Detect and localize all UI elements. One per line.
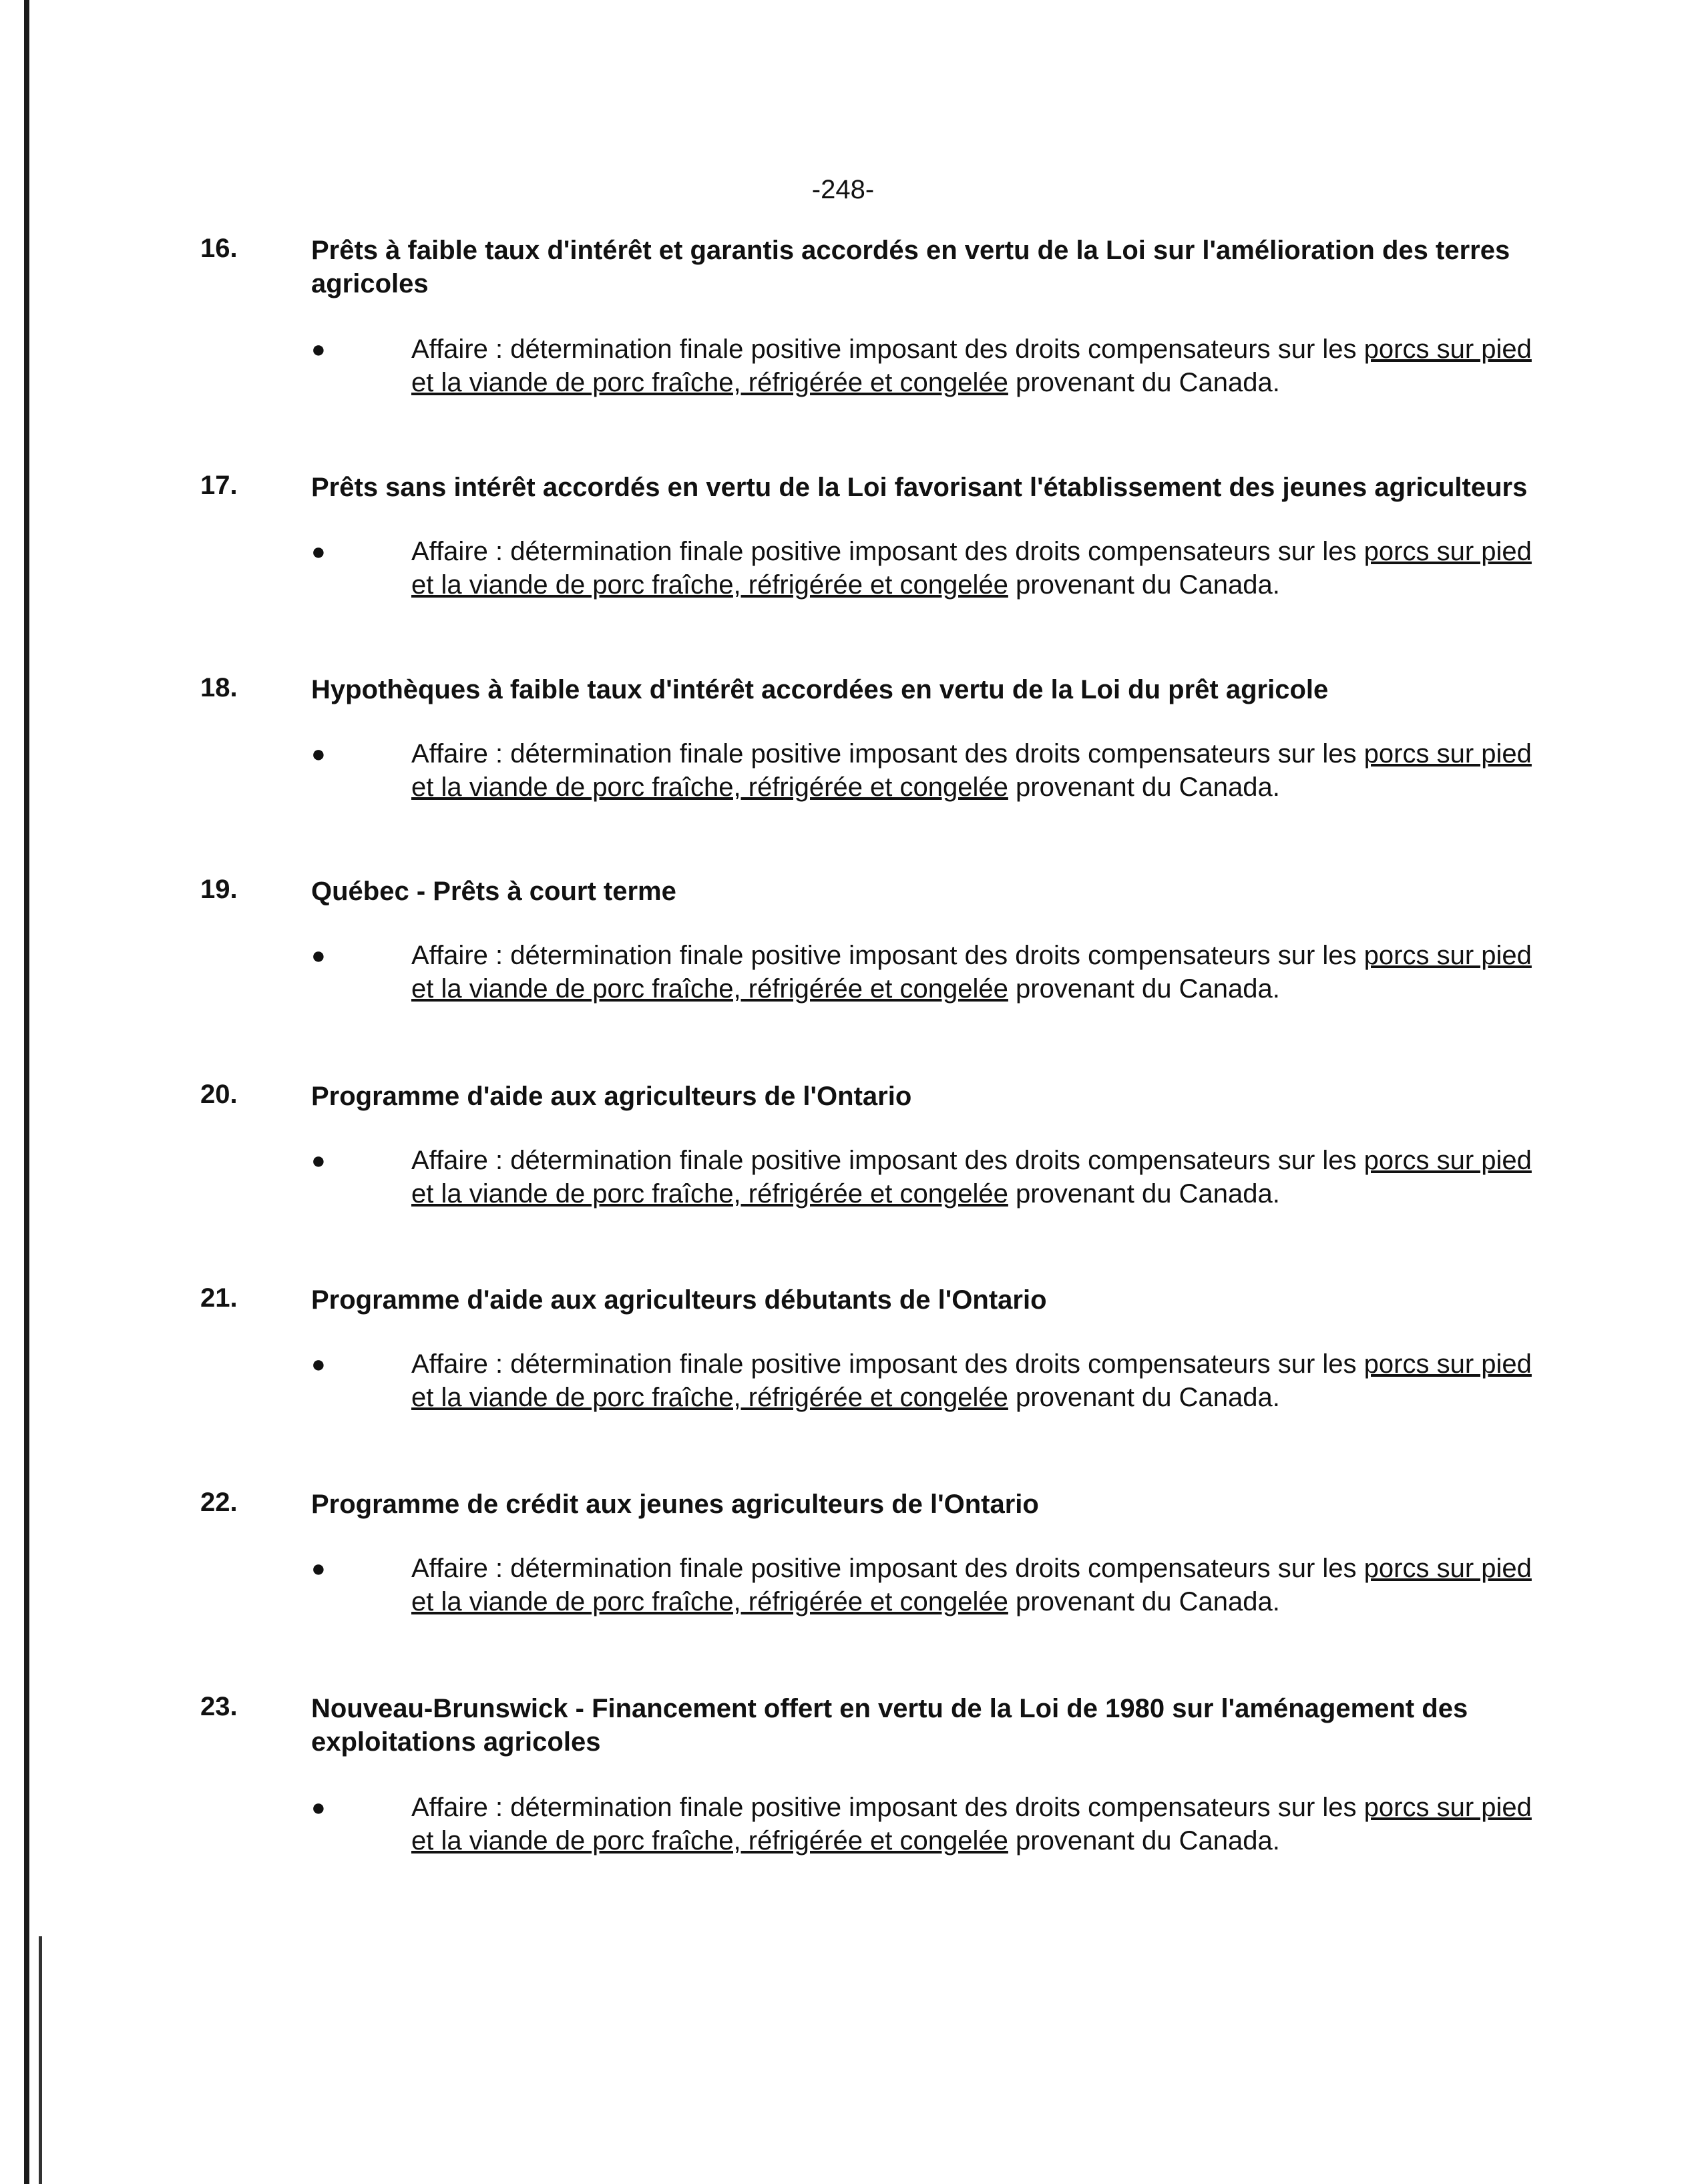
item-title: Hypothèques à faible taux d'intérêt accordées en vertu de la Loi du prêt agricole bbox=[311, 675, 1329, 704]
case-product: porcs sur pied et la viande de porc fraîche, réfrigérée et congelée bbox=[411, 941, 1532, 1004]
case-product: porcs sur pied et la viande de porc fraîche, réfrigérée et congelée bbox=[411, 1349, 1532, 1412]
item-number: 18. bbox=[200, 673, 238, 702]
bullet-icon: ● bbox=[311, 941, 326, 969]
item-title: Québec - Prêts à court terme bbox=[311, 877, 676, 906]
case-description: Affaire : détermination finale positive imposant des droits compensateurs sur les porcs sur pied et la viande de porc fraîche, réfrigérée et congelée provenant du Canada. bbox=[411, 335, 1532, 397]
bullet-icon: ● bbox=[311, 1146, 326, 1174]
item-number: 19. bbox=[200, 875, 238, 904]
case-description: Affaire : détermination finale positive imposant des droits compensateurs sur les porcs sur pied et la viande de porc fraîche, réfrigérée et congelée provenant du Canada. bbox=[411, 1349, 1532, 1412]
case-product: porcs sur pied et la viande de porc fraîche, réfrigérée et congelée bbox=[411, 1793, 1532, 1855]
bullet-icon: ● bbox=[311, 335, 326, 363]
item-title: Prêts sans intérêt accordés en vertu de la Loi favorisant l'établissement des jeunes agriculteurs bbox=[311, 473, 1528, 502]
case-description: Affaire : détermination finale positive imposant des droits compensateurs sur les porcs sur pied et la viande de porc fraîche, réfrigérée et congelée provenant du Canada. bbox=[411, 739, 1532, 802]
case-product: porcs sur pied et la viande de porc fraîche, réfrigérée et congelée bbox=[411, 537, 1532, 600]
bullet-icon: ● bbox=[311, 1554, 326, 1582]
item-number: 21. bbox=[200, 1283, 238, 1313]
bullet-icon: ● bbox=[311, 740, 326, 767]
item-title: Programme d'aide aux agriculteurs de l'Ontario bbox=[311, 1082, 912, 1111]
case-description: Affaire : détermination finale positive imposant des droits compensateurs sur les porcs sur pied et la viande de porc fraîche, réfrigérée et congelée provenant du Canada. bbox=[411, 941, 1532, 1004]
bullet-icon: ● bbox=[311, 537, 326, 565]
item-number: 23. bbox=[200, 1692, 238, 1721]
item-title: Nouveau-Brunswick - Financement offert en vertu de la Loi de 1980 sur l'aménagement des exploitations agricoles bbox=[311, 1694, 1468, 1757]
item-title: Programme de crédit aux jeunes agriculteurs de l'Ontario bbox=[311, 1490, 1039, 1519]
case-description: Affaire : détermination finale positive imposant des droits compensateurs sur les porcs sur pied et la viande de porc fraîche, réfrigérée et congelée provenant du Canada. bbox=[411, 1146, 1532, 1209]
case-description: Affaire : détermination finale positive imposant des droits compensateurs sur les porcs sur pied et la viande de porc fraîche, réfrigérée et congelée provenant du Canada. bbox=[411, 1554, 1532, 1616]
item-number: 20. bbox=[200, 1080, 238, 1109]
bullet-icon: ● bbox=[311, 1793, 326, 1821]
bullet-icon: ● bbox=[311, 1350, 326, 1377]
case-description: Affaire : détermination finale positive imposant des droits compensateurs sur les porcs sur pied et la viande de porc fraîche, réfrigérée et congelée provenant du Canada. bbox=[411, 537, 1532, 600]
item-title: Programme d'aide aux agriculteurs débutants de l'Ontario bbox=[311, 1285, 1047, 1315]
scan-edge-left bbox=[24, 0, 29, 2184]
item-number: 17. bbox=[200, 471, 238, 500]
scan-edge-bottom-left bbox=[39, 1936, 42, 2184]
item-number: 22. bbox=[200, 1488, 238, 1517]
case-description: Affaire : détermination finale positive imposant des droits compensateurs sur les porcs sur pied et la viande de porc fraîche, réfrigérée et congelée provenant du Canada. bbox=[411, 1793, 1532, 1855]
case-product: porcs sur pied et la viande de porc fraîche, réfrigérée et congelée bbox=[411, 739, 1532, 802]
page-number: -248- bbox=[811, 175, 875, 204]
case-product: porcs sur pied et la viande de porc fraîche, réfrigérée et congelée bbox=[411, 1146, 1532, 1209]
case-product: porcs sur pied et la viande de porc fraîche, réfrigérée et congelée bbox=[411, 1554, 1532, 1616]
item-number: 16. bbox=[200, 234, 238, 263]
item-title: Prêts à faible taux d'intérêt et garantis accordés en vertu de la Loi sur l'amélioration des terres agricoles bbox=[311, 236, 1510, 298]
case-product: porcs sur pied et la viande de porc fraîche, réfrigérée et congelée bbox=[411, 335, 1532, 397]
